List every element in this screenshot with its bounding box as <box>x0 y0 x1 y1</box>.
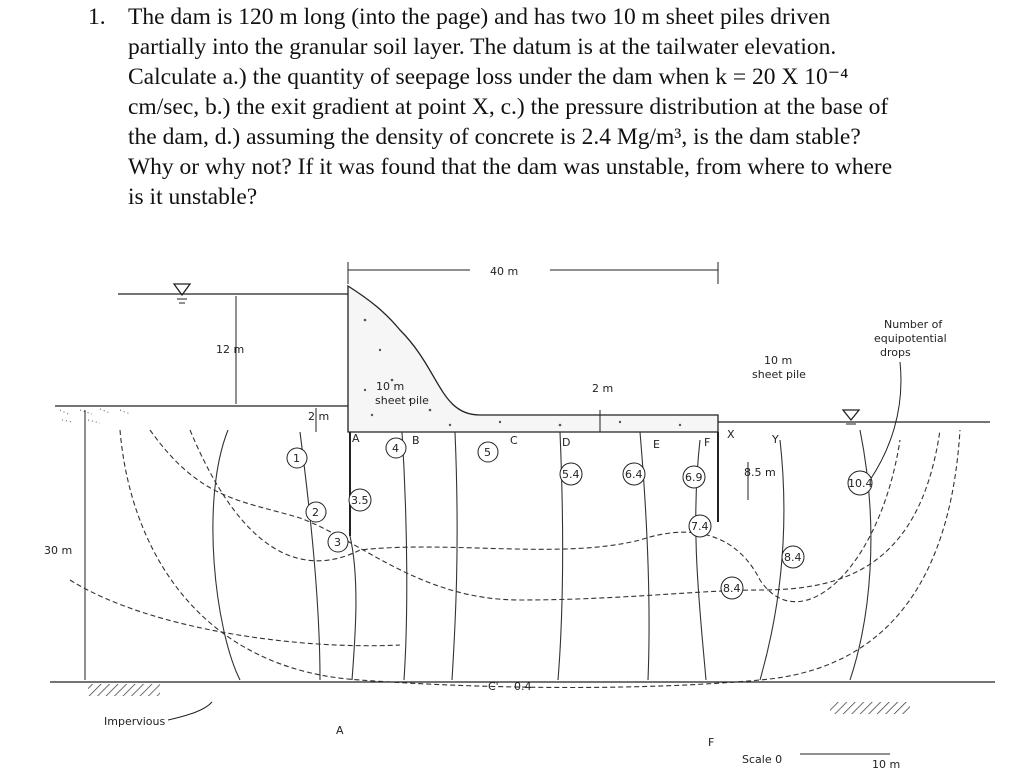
problem-line-6: Why or why not? If it was found that the dam was unstable, from where to where <box>128 154 893 180</box>
svg-text:8.4: 8.4 <box>784 551 802 564</box>
problem-line-4: cm/sec, b.) the exit gradient at point X, c.) the pressure distribution at the base of <box>128 94 889 120</box>
impervious-label: Impervious <box>104 715 166 728</box>
drop-2 <box>306 502 326 522</box>
dim-40m-label: 40 m <box>490 265 519 278</box>
ground-surface-right <box>718 410 990 424</box>
svg-text:drops: drops <box>880 346 911 359</box>
svg-text:8.4: 8.4 <box>723 582 741 595</box>
drop-6.9 <box>683 466 705 488</box>
point-B: B <box>412 434 420 447</box>
problem-line-3: Calculate a.) the quantity of seepage loss under the dam when k = 20 X 10⁻⁴ <box>128 64 849 90</box>
dim-2m-left-label: 2 m <box>308 410 330 423</box>
dim-2m-mid-label: 2 m <box>592 382 614 395</box>
legend-equipotential-drops <box>870 318 947 480</box>
svg-text:2: 2 <box>312 506 319 519</box>
svg-text:equipotential: equipotential <box>874 332 947 345</box>
ground-surface-left <box>55 406 348 423</box>
svg-text:Number of: Number of <box>884 318 943 331</box>
svg-text:5.4: 5.4 <box>562 468 580 481</box>
point-A: A <box>352 432 360 445</box>
svg-text:6.4: 6.4 <box>625 468 643 481</box>
drop-8.4-a <box>782 546 804 568</box>
dimension-30m <box>44 410 85 680</box>
scale-end-label: 10 m <box>872 758 901 771</box>
water-level-icon <box>843 410 859 420</box>
problem-line-2: partially into the granular soil layer. The datum is at the tailwater elevation. <box>128 34 837 60</box>
drop-10.4 <box>848 471 873 495</box>
point-Y: Y <box>772 433 779 446</box>
problem-line-5: the dam, d.) assuming the density of concrete is 2.4 Mg/m³, is the dam stable? <box>128 124 861 150</box>
point-F: F <box>704 436 711 449</box>
problem-line-1: The dam is 120 m long (into the page) and has two 10 m sheet piles driven <box>128 4 831 30</box>
scale-bar <box>742 753 900 771</box>
svg-text:4: 4 <box>392 442 399 455</box>
dam-body <box>348 286 718 432</box>
svg-text:5: 5 <box>484 446 491 459</box>
point-D: D <box>562 436 571 449</box>
scale-label: Scale 0 <box>742 753 783 766</box>
problem-line-7: is it unstable? <box>128 184 258 210</box>
dimension-40m <box>348 262 718 284</box>
svg-text:6.9: 6.9 <box>685 471 703 484</box>
svg-text:1: 1 <box>293 452 300 465</box>
dimension-12m <box>216 296 244 404</box>
drop-8.4-b <box>721 577 743 599</box>
point-F-bottom: F <box>708 736 715 749</box>
point-C: C <box>510 434 518 447</box>
svg-text:7.4: 7.4 <box>691 520 709 533</box>
svg-text:10.4: 10.4 <box>848 477 873 490</box>
svg-text:3: 3 <box>334 536 341 549</box>
point-labels <box>336 428 779 749</box>
drop-4 <box>386 438 406 458</box>
drop-5 <box>478 442 498 462</box>
dim-8.5m-label: 8.5 m <box>744 466 776 479</box>
value-0.4: 0.4 <box>514 680 532 693</box>
point-A-bottom: A <box>336 724 344 737</box>
drop-3 <box>328 532 348 552</box>
pile-right-label-2: sheet pile <box>752 368 806 381</box>
point-X: X <box>727 428 735 441</box>
drop-7.4 <box>689 515 711 537</box>
dim-30m-label: 30 m <box>44 544 73 557</box>
pile-right-label-1: 10 m <box>764 354 793 367</box>
svg-text:3.5: 3.5 <box>351 494 369 507</box>
pile-left-label-2: sheet pile <box>375 394 429 407</box>
drop-markers <box>287 438 873 599</box>
point-E: E <box>653 438 660 451</box>
point-C-prime: C' <box>488 680 499 693</box>
dimension-2m-left <box>308 408 329 432</box>
problem-statement <box>88 2 1008 212</box>
flow-lines <box>70 430 960 688</box>
drop-1 <box>287 448 307 468</box>
flow-net-diagram <box>0 250 1022 784</box>
pile-left-label-1: 10 m <box>376 380 405 393</box>
headwater-level <box>118 284 348 303</box>
drop-5.4 <box>560 463 582 485</box>
drop-3.5 <box>349 489 371 511</box>
dim-12m-label: 12 m <box>216 343 245 356</box>
drop-6.4 <box>623 463 645 485</box>
problem-number: 1. <box>88 4 106 30</box>
